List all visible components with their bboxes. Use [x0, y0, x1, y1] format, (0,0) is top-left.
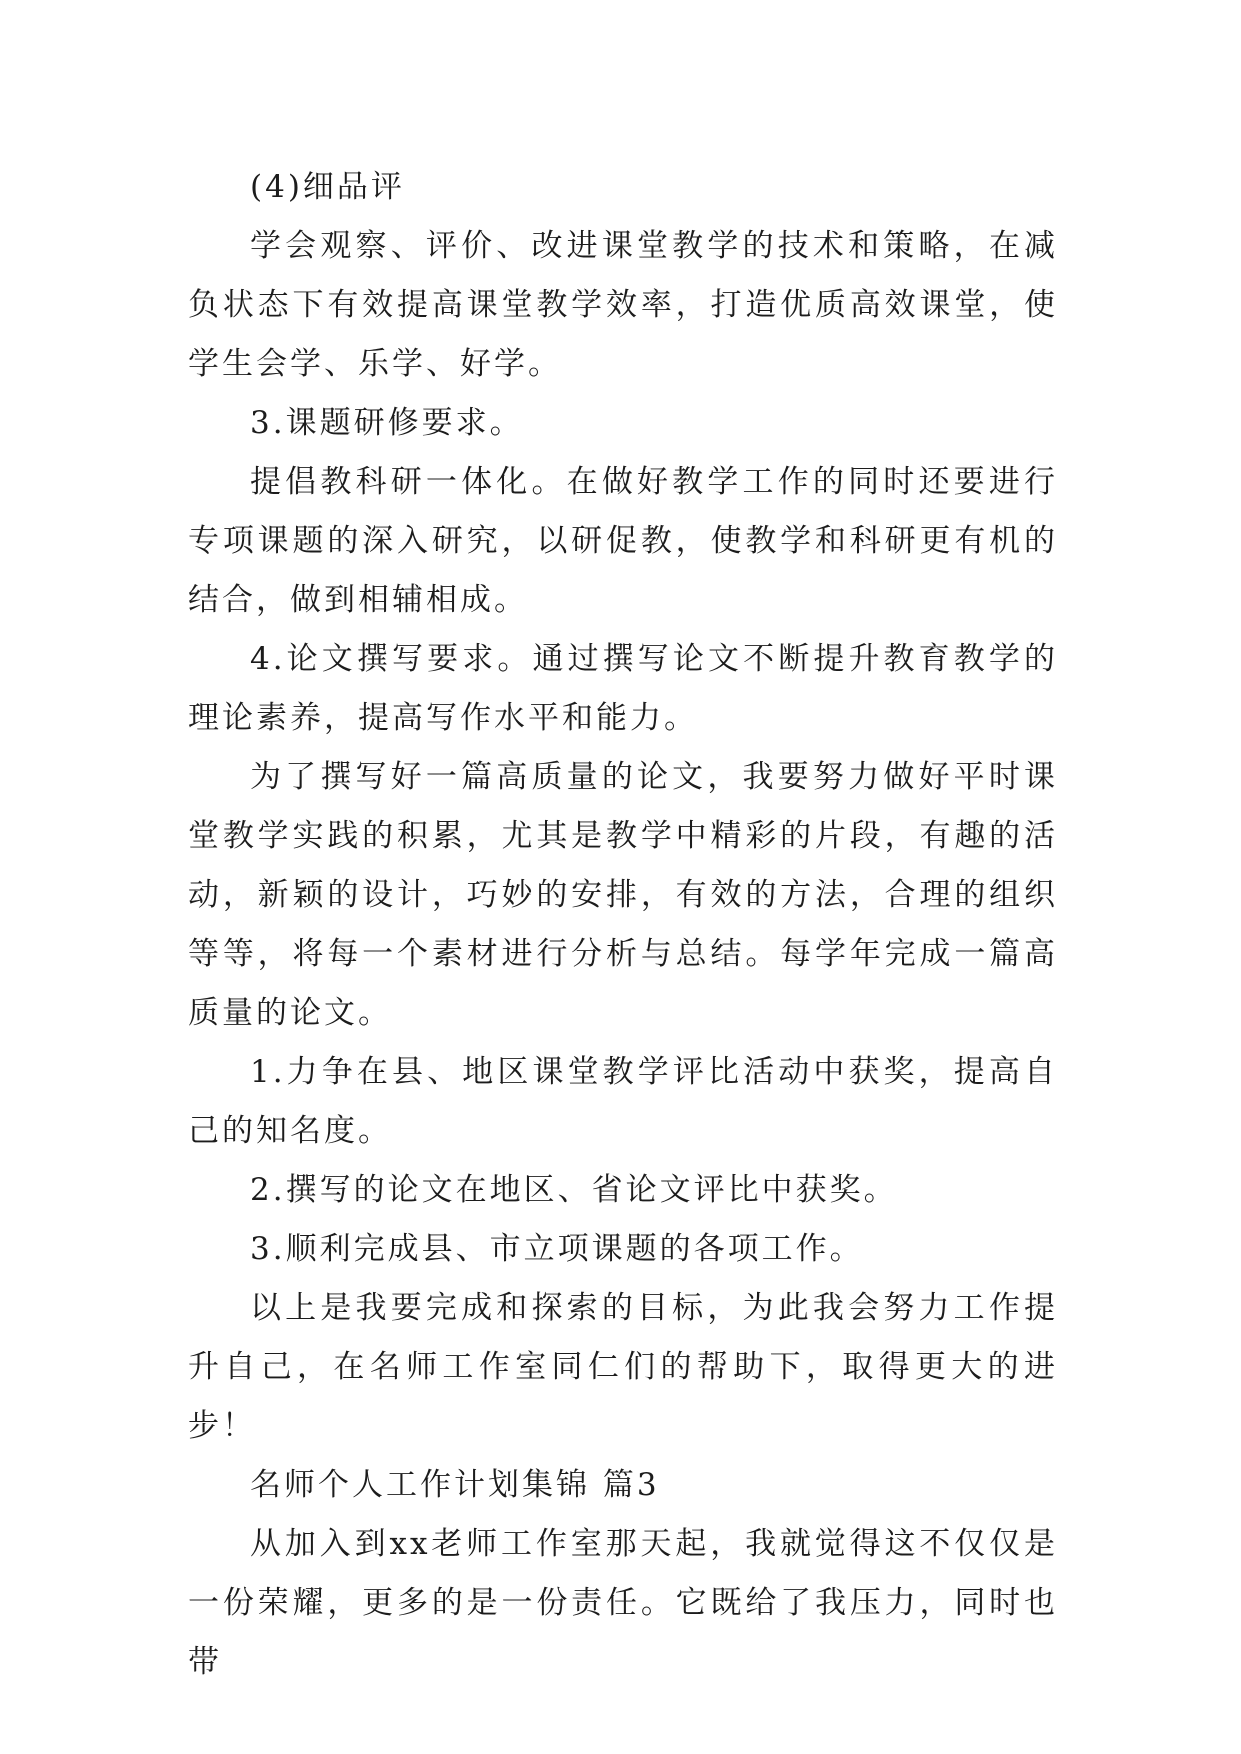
paragraph-paper-writing-requirement: 4.论文撰写要求。通过撰写论文不断提升教育教学的理论素养，提高写作水平和能力。: [188, 641, 1058, 736]
paragraph-teaching-research-integration: 提倡教科研一体化。在做好教学工作的同时还要进行专项课题的深入研究，以研促教，使教学和科研更有机的结合，做到相辅相成。: [188, 464, 1058, 618]
paragraph-joining-studio: 从加入到xx老师工作室那天起，我就觉得这不仅仅是一份荣耀，更多的是一份责任。它既给了我压力，同时也带: [188, 1526, 1058, 1680]
paragraph-sub-heading-refine-evaluation: (4)细品评: [250, 169, 405, 205]
paragraph-classroom-observation: 学会观察、评价、改进课堂教学的技术和策略，在减负状态下有效提高课堂教学效率，打造优质高效课堂，使学生会学、乐学、好学。: [188, 228, 1058, 382]
paragraph-topic-research-requirement: 3.课题研修要求。: [250, 405, 524, 441]
paragraph-goal-paper-award: 2.撰写的论文在地区、省论文评比中获奖。: [250, 1172, 898, 1208]
section-heading-part-3: 名师个人工作计划集锦 篇3: [250, 1467, 660, 1503]
document-body: [188, 158, 1058, 1692]
paragraph-conclusion: 以上是我要完成和探索的目标，为此我会努力工作提升自己，在名师工作室同仁们的帮助下，取得更大的进步！: [188, 1290, 1058, 1444]
paragraph-high-quality-paper: 为了撰写好一篇高质量的论文，我要努力做好平时课堂教学实践的积累，尤其是教学中精彩的片段，有趣的活动，新颖的设计，巧妙的安排，有效的方法，合理的组织等等，将每一个素材进行分析与总结。每学年完成一篇高质量的论文。: [188, 759, 1058, 1031]
paragraph-goal-project-work: 3.顺利完成县、市立项课题的各项工作。: [250, 1231, 864, 1267]
paragraph-goal-award: 1.力争在县、地区课堂教学评比活动中获奖，提高自己的知名度。: [188, 1054, 1058, 1149]
